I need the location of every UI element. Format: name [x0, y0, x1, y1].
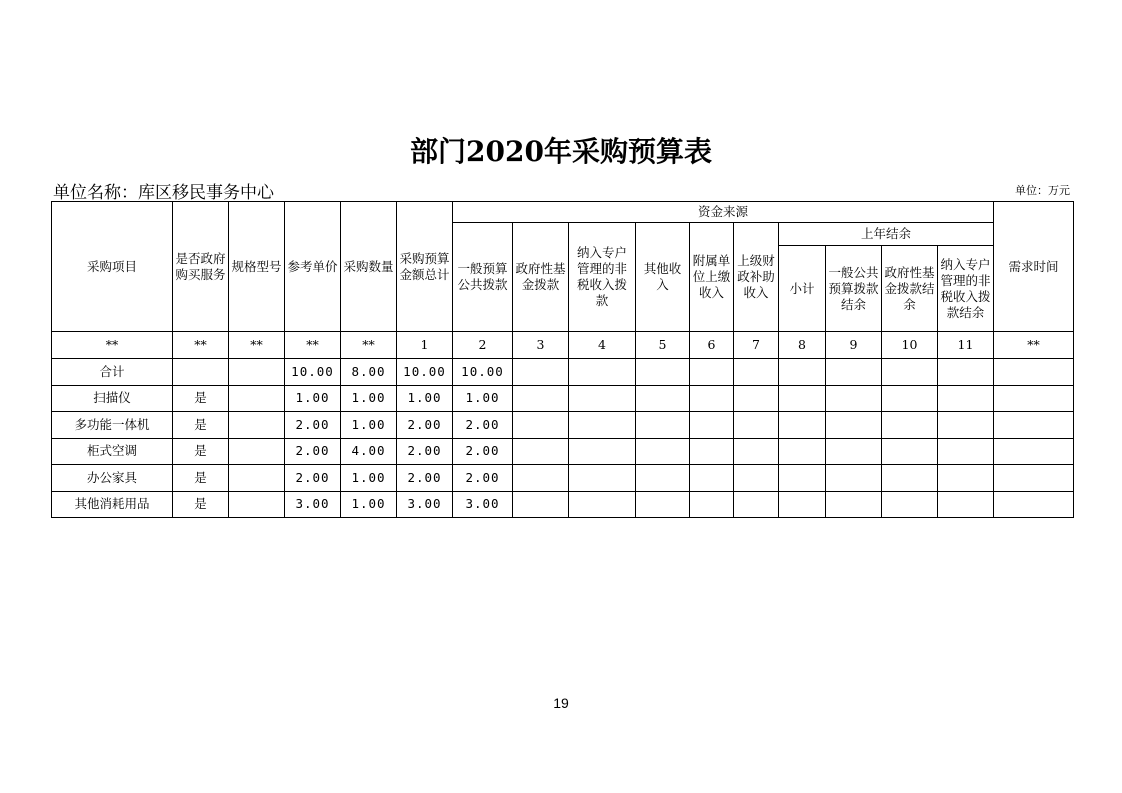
cell-empty — [994, 385, 1074, 412]
cell-empty — [513, 412, 569, 439]
column-number-cell: 6 — [690, 332, 734, 359]
cell-empty — [779, 491, 826, 518]
cell-item: 柜式空调 — [52, 438, 173, 465]
header-spec: 规格型号 — [229, 202, 285, 332]
cell-empty — [882, 359, 938, 386]
cell-empty — [734, 385, 779, 412]
cell-general-budget: 3.00 — [453, 491, 513, 518]
column-number-cell: 4 — [569, 332, 636, 359]
cell-empty — [882, 438, 938, 465]
cell-gov-service: 是 — [173, 465, 229, 492]
table-row — [52, 412, 1074, 439]
cell-empty — [826, 465, 882, 492]
cell-empty — [826, 438, 882, 465]
cell-empty — [569, 385, 636, 412]
procurement-budget-table — [51, 201, 1074, 518]
cell-ref-price: 2.00 — [285, 412, 341, 439]
cell-quantity: 1.00 — [341, 465, 397, 492]
cell-empty — [636, 491, 690, 518]
cell-empty — [636, 438, 690, 465]
page-number: 19 — [553, 695, 569, 711]
cell-empty — [994, 465, 1074, 492]
header-need-time: 需求时间 — [994, 202, 1074, 332]
cell-empty — [690, 438, 734, 465]
cell-empty — [734, 491, 779, 518]
cell-empty — [994, 438, 1074, 465]
column-number-cell: ** — [994, 332, 1074, 359]
table-row — [52, 385, 1074, 412]
cell-empty — [569, 438, 636, 465]
cell-empty — [994, 412, 1074, 439]
header-subtotal: 小计 — [779, 246, 826, 332]
cell-empty — [938, 412, 994, 439]
cell-empty — [779, 438, 826, 465]
column-number-cell: 9 — [826, 332, 882, 359]
cell-empty — [569, 491, 636, 518]
cell-empty — [690, 385, 734, 412]
column-number-cell: ** — [341, 332, 397, 359]
page-title: 部门2020年采购预算表 — [410, 135, 712, 168]
cell-ref-price: 2.00 — [285, 438, 341, 465]
cell-empty — [882, 465, 938, 492]
cell-empty — [636, 412, 690, 439]
header-nontax-income: 纳入专户管理的非税收入拨款 — [569, 223, 636, 332]
cell-item: 扫描仪 — [52, 385, 173, 412]
cell-ref-price: 3.00 — [285, 491, 341, 518]
cell-empty — [513, 438, 569, 465]
cell-total: 1.00 — [397, 385, 453, 412]
cell-gov-service: 是 — [173, 412, 229, 439]
cell-gov-service: 是 — [173, 385, 229, 412]
cell-item: 办公家具 — [52, 465, 173, 492]
cell-ref-price: 1.00 — [285, 385, 341, 412]
cell-empty — [734, 359, 779, 386]
cell-empty — [779, 465, 826, 492]
cell-quantity: 8.00 — [341, 359, 397, 386]
cell-spec — [229, 412, 285, 439]
column-number-cell: ** — [285, 332, 341, 359]
header-general-budget: 一般预算公共拨款 — [453, 223, 513, 332]
column-number-cell: ** — [173, 332, 229, 359]
column-number-cell: 8 — [779, 332, 826, 359]
cell-ref-price: 10.00 — [285, 359, 341, 386]
cell-empty — [636, 385, 690, 412]
cell-empty — [779, 359, 826, 386]
cell-empty — [938, 465, 994, 492]
cell-total: 10.00 — [397, 359, 453, 386]
cell-empty — [513, 385, 569, 412]
header-gov-fund-balance: 政府性基金拨款结余 — [882, 246, 938, 332]
header-quantity: 采购数量 — [341, 202, 397, 332]
cell-gov-service — [173, 359, 229, 386]
cell-empty — [513, 359, 569, 386]
cell-spec — [229, 491, 285, 518]
header-funding-source: 资金来源 — [453, 202, 994, 223]
cell-empty — [690, 412, 734, 439]
header-prev-balance: 上年结余 — [779, 223, 994, 246]
cell-empty — [513, 465, 569, 492]
cell-empty — [882, 385, 938, 412]
column-number-cell: 3 — [513, 332, 569, 359]
column-number-cell: 11 — [938, 332, 994, 359]
cell-empty — [826, 385, 882, 412]
cell-gov-service: 是 — [173, 438, 229, 465]
cell-general-budget: 2.00 — [453, 465, 513, 492]
cell-empty — [826, 359, 882, 386]
cell-empty — [734, 465, 779, 492]
header-is-gov-service: 是否政府购买服务 — [173, 202, 229, 332]
cell-spec — [229, 465, 285, 492]
cell-empty — [690, 491, 734, 518]
header-nontax-balance: 纳入专户管理的非税收入拨款结余 — [938, 246, 994, 332]
header-total: 采购预算金额总计 — [397, 202, 453, 332]
column-number-row — [52, 332, 1074, 359]
cell-empty — [734, 438, 779, 465]
header-ref-price: 参考单价 — [285, 202, 341, 332]
cell-empty — [569, 412, 636, 439]
cell-empty — [882, 491, 938, 518]
cell-quantity: 4.00 — [341, 438, 397, 465]
cell-empty — [779, 412, 826, 439]
cell-item: 其他消耗用品 — [52, 491, 173, 518]
cell-total: 2.00 — [397, 412, 453, 439]
column-number-cell: 5 — [636, 332, 690, 359]
cell-empty — [938, 438, 994, 465]
cell-total: 2.00 — [397, 465, 453, 492]
cell-empty — [938, 359, 994, 386]
column-number-cell: 10 — [882, 332, 938, 359]
currency-unit: 单位：万元 — [1015, 184, 1070, 197]
column-number-cell: 2 — [453, 332, 513, 359]
column-number-cell: 7 — [734, 332, 779, 359]
cell-empty — [938, 491, 994, 518]
header-gov-fund: 政府性基金拨款 — [513, 223, 569, 332]
cell-quantity: 1.00 — [341, 491, 397, 518]
cell-general-budget: 2.00 — [453, 438, 513, 465]
cell-empty — [938, 385, 994, 412]
data-rows — [52, 359, 1074, 518]
cell-item: 合计 — [52, 359, 173, 386]
cell-empty — [734, 412, 779, 439]
header-general-budget-balance: 一般公共预算拨款结余 — [826, 246, 882, 332]
header-other-income: 其他收入 — [636, 223, 690, 332]
cell-empty — [826, 491, 882, 518]
cell-ref-price: 2.00 — [285, 465, 341, 492]
cell-general-budget: 1.00 — [453, 385, 513, 412]
cell-quantity: 1.00 — [341, 412, 397, 439]
cell-total: 3.00 — [397, 491, 453, 518]
cell-quantity: 1.00 — [341, 385, 397, 412]
cell-spec — [229, 359, 285, 386]
header-item: 采购项目 — [52, 202, 173, 332]
column-number-cell: ** — [52, 332, 173, 359]
column-number-cell: ** — [229, 332, 285, 359]
cell-empty — [994, 491, 1074, 518]
cell-empty — [569, 465, 636, 492]
cell-general-budget: 2.00 — [453, 412, 513, 439]
table-row — [52, 491, 1074, 518]
cell-spec — [229, 385, 285, 412]
cell-empty — [779, 385, 826, 412]
cell-empty — [994, 359, 1074, 386]
header-affiliated-income: 附属单位上缴收入 — [690, 223, 734, 332]
header-superior-subsidy: 上级财政补助收入 — [734, 223, 779, 332]
cell-empty — [513, 491, 569, 518]
cell-spec — [229, 438, 285, 465]
cell-gov-service: 是 — [173, 491, 229, 518]
unit-name: 单位名称：库区移民事务中心 — [53, 183, 274, 203]
cell-general-budget: 10.00 — [453, 359, 513, 386]
cell-empty — [826, 412, 882, 439]
table-row — [52, 438, 1074, 465]
cell-total: 2.00 — [397, 438, 453, 465]
cell-empty — [636, 359, 690, 386]
cell-empty — [690, 359, 734, 386]
cell-empty — [569, 359, 636, 386]
cell-empty — [690, 465, 734, 492]
column-number-cell: 1 — [397, 332, 453, 359]
table-row — [52, 465, 1074, 492]
table-row — [52, 359, 1074, 386]
cell-empty — [882, 412, 938, 439]
cell-item: 多功能一体机 — [52, 412, 173, 439]
cell-empty — [636, 465, 690, 492]
